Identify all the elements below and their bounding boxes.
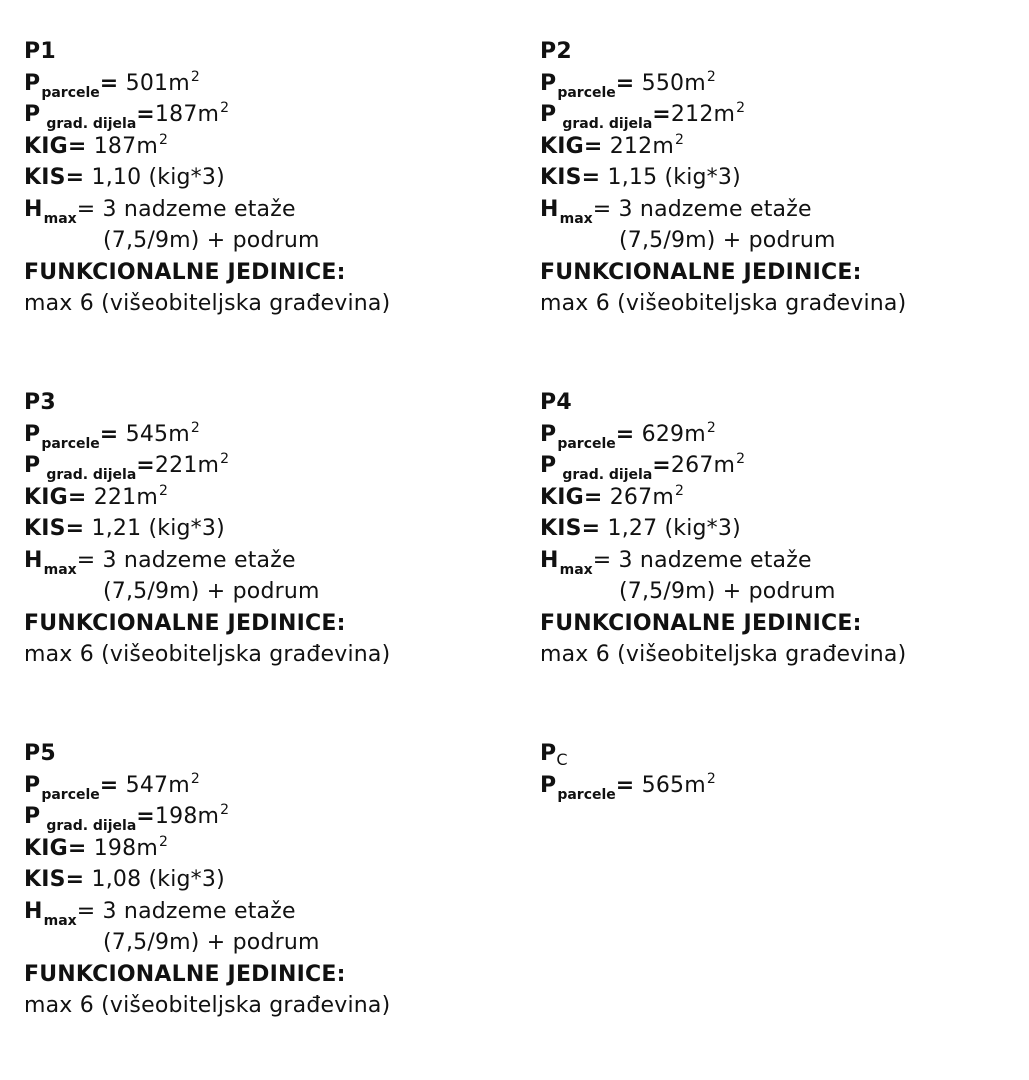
building-area: [540, 99, 1010, 131]
h-letter: H: [540, 196, 559, 222]
functional-units-value: max 6 (višeobiteljska građevina): [24, 993, 391, 1018]
parcel-area: [24, 770, 494, 802]
p-letter: P: [540, 772, 557, 798]
kis-row: [24, 864, 494, 896]
kis-row: [24, 162, 494, 194]
functional-units-value: max 6 (višeobiteljska građevina): [540, 642, 907, 667]
equals-sign: =: [615, 772, 635, 798]
parcel-id: P2: [540, 39, 572, 64]
kig-row: [540, 131, 1010, 163]
squared-superscript: 2: [190, 419, 200, 436]
parcel-block-p3: [24, 387, 494, 671]
parcel-block-pc: [540, 738, 1010, 801]
squared-superscript: 2: [158, 833, 169, 850]
functional-units-value: max 6 (višeobiteljska građevina): [24, 291, 391, 316]
kis-label: KIS=: [24, 165, 85, 190]
p-letter: P: [540, 741, 557, 766]
kig-label: KIG=: [24, 484, 87, 510]
squared-superscript: 2: [220, 451, 230, 467]
functional-units-value: max 6 (višeobiteljska građevina): [24, 642, 391, 667]
kis-value: 1,08 (kig*3): [84, 867, 225, 892]
equals-sign: =: [76, 547, 96, 573]
max-subscript: max: [43, 912, 77, 929]
max-subscript: max: [559, 210, 593, 227]
grad-dijela-subscript: grad. dijela: [46, 467, 137, 483]
parcele-subscript: parcele: [557, 435, 616, 452]
equals-sign: =: [99, 70, 119, 96]
squared-superscript: 2: [674, 131, 685, 148]
hmax-row: [540, 194, 1010, 226]
equals-sign: =: [76, 196, 96, 222]
squared-superscript: 2: [158, 131, 169, 148]
equals-sign: =: [136, 804, 155, 829]
hmax-value: 3 nadzeme etaže: [95, 196, 296, 222]
kig-value: 267m: [602, 484, 674, 510]
functional-units-label: FUNKCIONALNE JEDINICE:: [24, 610, 346, 636]
grad-dijela-subscript: grad. dijela: [46, 116, 137, 132]
hmax-note: (7,5/9m) + podrum: [103, 228, 320, 253]
p-letter: P: [24, 453, 41, 478]
p-letter: P: [24, 772, 41, 798]
parcel-area: [24, 68, 494, 100]
hmax-note: (7,5/9m) + podrum: [619, 579, 836, 604]
parcel-area-value: 565m: [634, 772, 706, 798]
p-letter: P: [24, 102, 41, 127]
parcel-area: [540, 770, 1010, 802]
parcele-subscript: parcele: [41, 84, 100, 101]
hmax-row: [24, 545, 494, 577]
p-letter: P: [24, 70, 41, 96]
parcel-area-value: 501m: [118, 70, 190, 96]
equals-sign: =: [136, 453, 155, 478]
building-area-value: 267m: [670, 453, 736, 478]
equals-sign: =: [652, 453, 671, 478]
kig-value: 212m: [602, 133, 674, 159]
kis-label: KIS=: [24, 867, 85, 892]
kis-row: [540, 162, 1010, 194]
equals-sign: =: [652, 102, 671, 127]
p-letter: P: [24, 421, 41, 447]
kig-label: KIG=: [540, 484, 603, 510]
parcel-id: P3: [24, 390, 56, 415]
parcel-area: [540, 68, 1010, 100]
parcel-block-p4: [540, 387, 1010, 671]
squared-superscript: 2: [158, 482, 169, 499]
hmax-value: 3 nadzeme etaže: [95, 898, 296, 924]
p-letter: P: [540, 453, 557, 478]
max-subscript: max: [559, 561, 593, 578]
kig-row: [24, 833, 494, 865]
functional-units-label: FUNKCIONALNE JEDINICE:: [24, 259, 346, 285]
kig-row: [540, 482, 1010, 514]
parcel-id: P5: [24, 741, 56, 766]
h-letter: H: [24, 196, 43, 222]
building-area: [24, 99, 494, 131]
parcel-block-p2: [540, 36, 1010, 320]
equals-sign: =: [592, 196, 612, 222]
grad-dijela-subscript: grad. dijela: [562, 116, 653, 132]
parcel-area-value: 547m: [118, 772, 190, 798]
parcel-area: [540, 419, 1010, 451]
building-area: [24, 801, 494, 833]
hmax-note: (7,5/9m) + podrum: [103, 930, 320, 955]
kis-value: 1,21 (kig*3): [84, 516, 225, 541]
parcel-block-p1: [24, 36, 494, 320]
hmax-value: 3 nadzeme etaže: [611, 196, 812, 222]
kig-value: 221m: [86, 484, 158, 510]
kig-label: KIG=: [24, 835, 87, 861]
parcele-subscript: parcele: [557, 786, 616, 803]
p-letter: P: [540, 70, 557, 96]
parcel-block-p5: [24, 738, 494, 1022]
kis-value: 1,15 (kig*3): [600, 165, 741, 190]
parcele-subscript: parcele: [557, 84, 616, 101]
parcel-area-value: 550m: [634, 70, 706, 96]
kis-label: KIS=: [24, 516, 85, 541]
parcel-area-value: 629m: [634, 421, 706, 447]
equals-sign: =: [76, 898, 96, 924]
kis-label: KIS=: [540, 516, 601, 541]
building-area-value: 212m: [670, 102, 736, 127]
kig-row: [24, 482, 494, 514]
kig-value: 198m: [86, 835, 158, 861]
hmax-row: [24, 194, 494, 226]
hmax-value: 3 nadzeme etaže: [611, 547, 812, 573]
kis-value: 1,27 (kig*3): [600, 516, 741, 541]
grad-dijela-subscript: grad. dijela: [46, 818, 137, 834]
parcel-id: P1: [24, 39, 56, 64]
functional-units-label: FUNKCIONALNE JEDINICE:: [24, 961, 346, 987]
kig-row: [24, 131, 494, 163]
hmax-row: [540, 545, 1010, 577]
kis-row: [540, 513, 1010, 545]
equals-sign: =: [592, 547, 612, 573]
kis-row: [24, 513, 494, 545]
equals-sign: =: [99, 772, 119, 798]
building-area: [24, 450, 494, 482]
hmax-note: (7,5/9m) + podrum: [619, 228, 836, 253]
hmax-row: [24, 896, 494, 928]
building-area-value: 187m: [154, 102, 220, 127]
equals-sign: =: [615, 421, 635, 447]
c-subscript: C: [556, 750, 568, 769]
p-letter: P: [24, 804, 41, 829]
kig-label: KIG=: [540, 133, 603, 159]
squared-superscript: 2: [736, 100, 746, 116]
equals-sign: =: [136, 102, 155, 127]
squared-superscript: 2: [736, 451, 746, 467]
max-subscript: max: [43, 210, 77, 227]
h-letter: H: [540, 547, 559, 573]
h-letter: H: [24, 547, 43, 573]
functional-units-label: FUNKCIONALNE JEDINICE:: [540, 259, 862, 285]
max-subscript: max: [43, 561, 77, 578]
squared-superscript: 2: [220, 100, 230, 116]
building-area: [540, 450, 1010, 482]
parcel-area: [24, 419, 494, 451]
kis-value: 1,10 (kig*3): [84, 165, 225, 190]
parcele-subscript: parcele: [41, 435, 100, 452]
functional-units-value: max 6 (višeobiteljska građevina): [540, 291, 907, 316]
squared-superscript: 2: [706, 770, 716, 787]
squared-superscript: 2: [190, 770, 200, 787]
building-area-value: 221m: [154, 453, 220, 478]
functional-units-label: FUNKCIONALNE JEDINICE:: [540, 610, 862, 636]
grad-dijela-subscript: grad. dijela: [562, 467, 653, 483]
parcele-subscript: parcele: [41, 786, 100, 803]
parcel-id: [540, 738, 1010, 770]
h-letter: H: [24, 898, 43, 924]
hmax-value: 3 nadzeme etaže: [95, 547, 296, 573]
kig-label: KIG=: [24, 133, 87, 159]
p-letter: P: [540, 421, 557, 447]
squared-superscript: 2: [190, 68, 200, 85]
hmax-note: (7,5/9m) + podrum: [103, 579, 320, 604]
squared-superscript: 2: [220, 802, 230, 818]
parcel-area-value: 545m: [118, 421, 190, 447]
kig-value: 187m: [86, 133, 158, 159]
equals-sign: =: [99, 421, 119, 447]
squared-superscript: 2: [674, 482, 685, 499]
building-area-value: 198m: [154, 804, 220, 829]
equals-sign: =: [615, 70, 635, 96]
squared-superscript: 2: [706, 68, 716, 85]
parcel-id: P4: [540, 390, 572, 415]
kis-label: KIS=: [540, 165, 601, 190]
p-letter: P: [540, 102, 557, 127]
squared-superscript: 2: [706, 419, 716, 436]
